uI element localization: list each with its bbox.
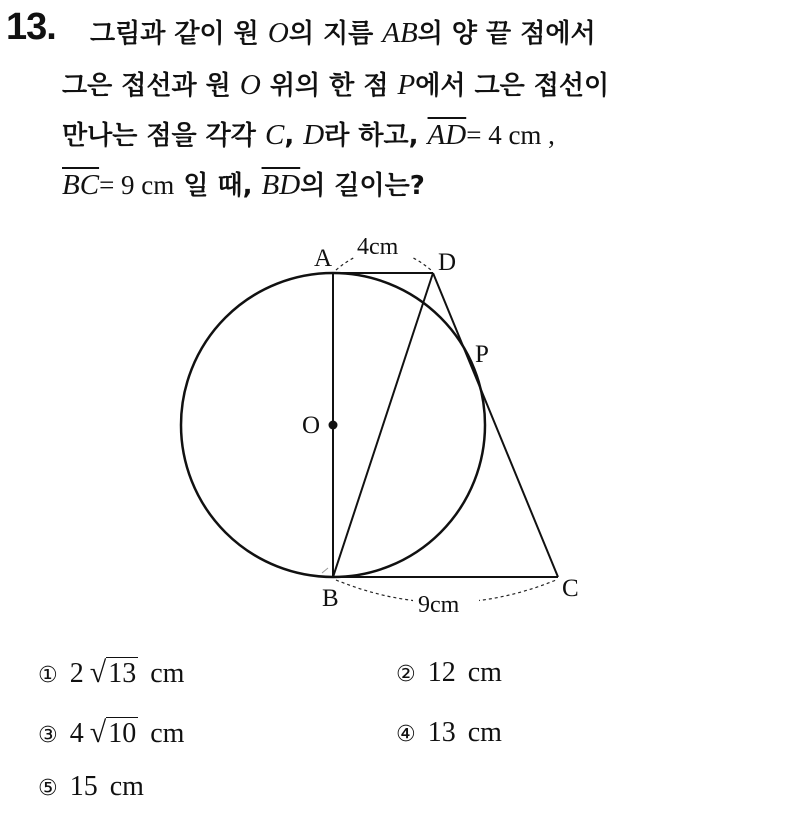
choice-1[interactable] xyxy=(38,656,184,693)
math-d: D xyxy=(303,119,325,151)
choice-value: 15 xyxy=(69,771,98,802)
choice-unit: cm xyxy=(467,717,502,748)
math-o: O xyxy=(239,69,261,101)
choice-3[interactable] xyxy=(38,716,184,753)
question-number: 13. xyxy=(6,6,56,48)
choice-unit: cm xyxy=(150,658,185,689)
segment-bc: $\overline{BC}$ xyxy=(62,169,100,201)
choice-unit: cm xyxy=(150,718,185,749)
text: 의 길이는? xyxy=(300,171,425,201)
text: 그은 접선과 원 xyxy=(62,71,240,101)
text: 의 지름 xyxy=(288,19,383,49)
text: 의 양 끝 점에서 xyxy=(417,19,596,49)
choice-value: 12 xyxy=(427,657,456,688)
choice-5[interactable] xyxy=(38,770,144,806)
choice-unit: cm xyxy=(467,657,502,688)
text: 라 하고, xyxy=(324,121,428,151)
label-d: D xyxy=(438,249,457,276)
choice-coef: 2 xyxy=(69,658,84,689)
label-c: C xyxy=(562,575,579,602)
math-o: O xyxy=(267,17,289,49)
sqrt-radical: √10 xyxy=(89,716,137,749)
segment-bd: $\overline{BD}$ xyxy=(261,169,301,201)
choice-unit: cm xyxy=(109,771,144,802)
text: 만나는 점을 각각 xyxy=(62,121,265,151)
choice-number: ② xyxy=(396,662,416,687)
label-a: A xyxy=(314,245,333,272)
bc-value: = 9 cm xyxy=(99,170,175,200)
right-angle-mark xyxy=(322,568,328,573)
text: 에서 그은 접선이 xyxy=(415,71,610,101)
label-b: B xyxy=(322,585,339,612)
text: , xyxy=(284,121,304,151)
choice-number: ③ xyxy=(38,723,58,748)
choice-value: 13 xyxy=(427,717,456,748)
choice-2[interactable] xyxy=(396,656,502,692)
math-ab: AB xyxy=(382,17,418,49)
sqrt-radical: √13 xyxy=(89,656,137,689)
tangent-dc-line xyxy=(433,273,558,577)
bc-length-label: 9cm xyxy=(418,592,460,618)
choice-radicand: 10 xyxy=(108,718,137,749)
ad-value: = 4 cm , xyxy=(466,120,555,150)
choice-4[interactable] xyxy=(396,716,502,752)
choice-number: ⑤ xyxy=(38,776,58,801)
label-o: O xyxy=(302,412,321,439)
choice-number: ① xyxy=(38,663,58,688)
text: 일 때, xyxy=(174,171,262,201)
math-p: P xyxy=(397,69,416,101)
segment-bd-line xyxy=(333,273,433,577)
ad-length-label: 4cm xyxy=(357,234,399,260)
center-point-o xyxy=(329,421,338,430)
label-p: P xyxy=(475,341,489,368)
choice-coef: 4 xyxy=(69,718,84,749)
segment-ad: $\overline{AD}$ xyxy=(427,119,467,151)
text: 그림과 같이 원 xyxy=(90,19,268,49)
choice-number: ④ xyxy=(396,722,416,747)
text: 위의 한 점 xyxy=(260,71,398,101)
math-c: C xyxy=(264,119,285,151)
choice-radicand: 13 xyxy=(108,658,137,689)
